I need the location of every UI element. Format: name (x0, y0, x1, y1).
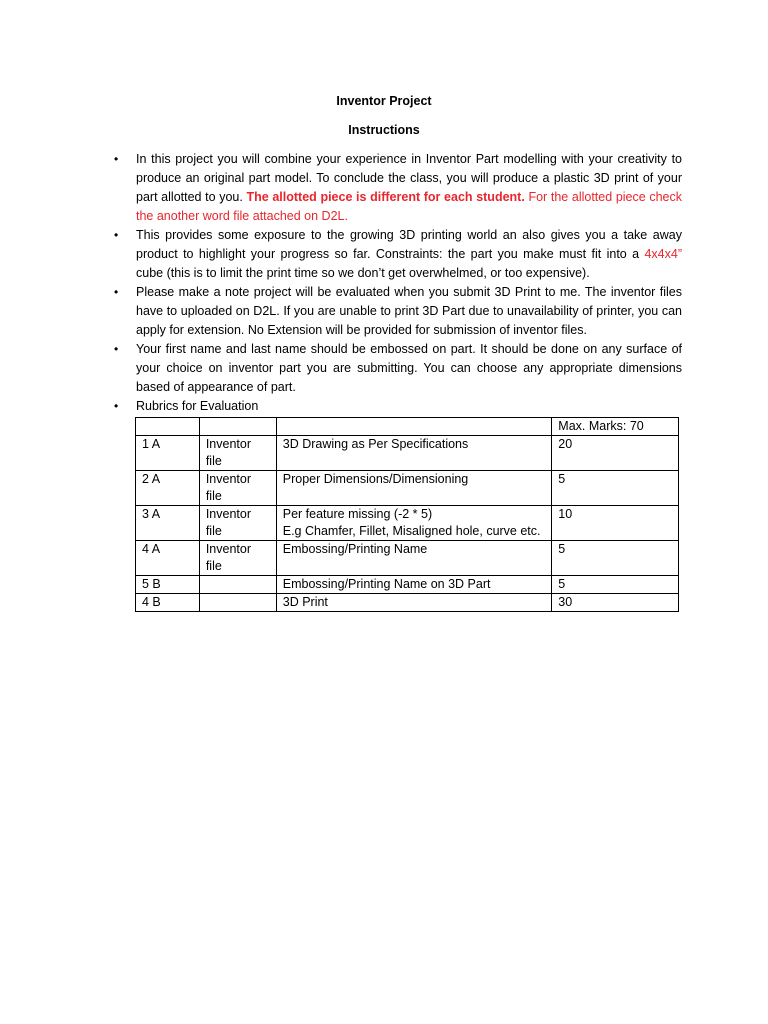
row-type: Inventor file (199, 436, 276, 471)
page-title: Inventor Project (336, 94, 432, 108)
bullet-text: Rubrics for Evaluation (136, 399, 259, 413)
row-marks: 5 (552, 541, 679, 576)
row-type (199, 576, 276, 594)
row-marks: 5 (552, 471, 679, 506)
row-id: 1 A (136, 436, 200, 471)
rubric-table (135, 417, 679, 612)
max-marks-header: Max. Marks: 70 (552, 418, 679, 436)
bullet-text: cube (this is to limit the print time so we don’t get overwhelmed, or too expensive). (136, 266, 590, 280)
table-cell (199, 418, 276, 436)
table-row (136, 506, 679, 541)
row-id: 4 B (136, 594, 200, 612)
table-header-row (136, 418, 679, 436)
bullet-text: Please make a note project will be evaluated when you submit 3D Print to me. The inventor files have to uploaded on D2L. If you are unable to print 3D Part due to unavailability of printer, you can apply for extension. No Extension will be provided for submission of inventor files. (136, 285, 682, 337)
row-criterion: 3D Print (276, 594, 552, 612)
row-id: 4 A (136, 541, 200, 576)
page-subtitle: Instructions (348, 123, 420, 137)
table-cell (136, 418, 200, 436)
row-id: 3 A (136, 506, 200, 541)
row-criterion: Per feature missing (-2 * 5) (282, 507, 433, 521)
row-criterion: Embossing/Printing Name on 3D Part (276, 576, 552, 594)
row-marks: 5 (552, 576, 679, 594)
table-row (136, 594, 679, 612)
row-id: 5 B (136, 576, 200, 594)
list-item (107, 283, 682, 340)
row-marks: 20 (552, 436, 679, 471)
bullet-text: Your first name and last name should be embossed on part. It should be done on any surface of your choice on inventor part you are submitting. You can choose any appropriate dimensions based of appearance of part. (136, 342, 682, 394)
bullet-icon: • (114, 228, 119, 242)
row-marks: 30 (552, 594, 679, 612)
table-row (136, 471, 679, 506)
row-type (199, 594, 276, 612)
row-id: 2 A (136, 471, 200, 506)
bullet-text-red: 4x4x4” (644, 247, 682, 261)
bullet-icon: • (114, 285, 119, 299)
list-item (107, 397, 682, 416)
table-cell (276, 418, 552, 436)
bullet-icon: • (114, 399, 119, 413)
row-criterion: Proper Dimensions/Dimensioning (276, 471, 552, 506)
bullet-icon: • (114, 152, 119, 166)
row-type: Inventor file (199, 541, 276, 576)
row-criterion-cell (276, 506, 552, 541)
bullet-icon: • (114, 342, 119, 356)
table-row (136, 541, 679, 576)
row-criterion: Embossing/Printing Name (276, 541, 552, 576)
row-type: Inventor file (199, 506, 276, 541)
bullet-text-bold-red: The allotted piece is different for each student. (246, 190, 525, 204)
bullet-text: In this project you will combine your experience in Inventor Part modelling with your creativity to produce an original part model. To conclude the class, you will produce a plastic 3D print of your part allotted to you. (136, 152, 682, 204)
instruction-list (107, 150, 682, 416)
bullet-text-red: For the allotted piece check the another word file attached on D2L. (136, 190, 682, 223)
row-marks: 10 (552, 506, 679, 541)
bullet-text: This provides some exposure to the growing 3D printing world an also gives you a take away product to highlight your progress so far. Constraints: the part you make must fit into a (136, 228, 682, 261)
list-item (107, 340, 682, 397)
table-row (136, 576, 679, 594)
row-criterion-detail: E.g Chamfer, Fillet, Misaligned hole, curve etc. (282, 524, 541, 538)
row-type: Inventor file (199, 471, 276, 506)
list-item (107, 150, 682, 226)
list-item (107, 226, 682, 283)
row-criterion: 3D Drawing as Per Specifications (276, 436, 552, 471)
table-row (136, 436, 679, 471)
